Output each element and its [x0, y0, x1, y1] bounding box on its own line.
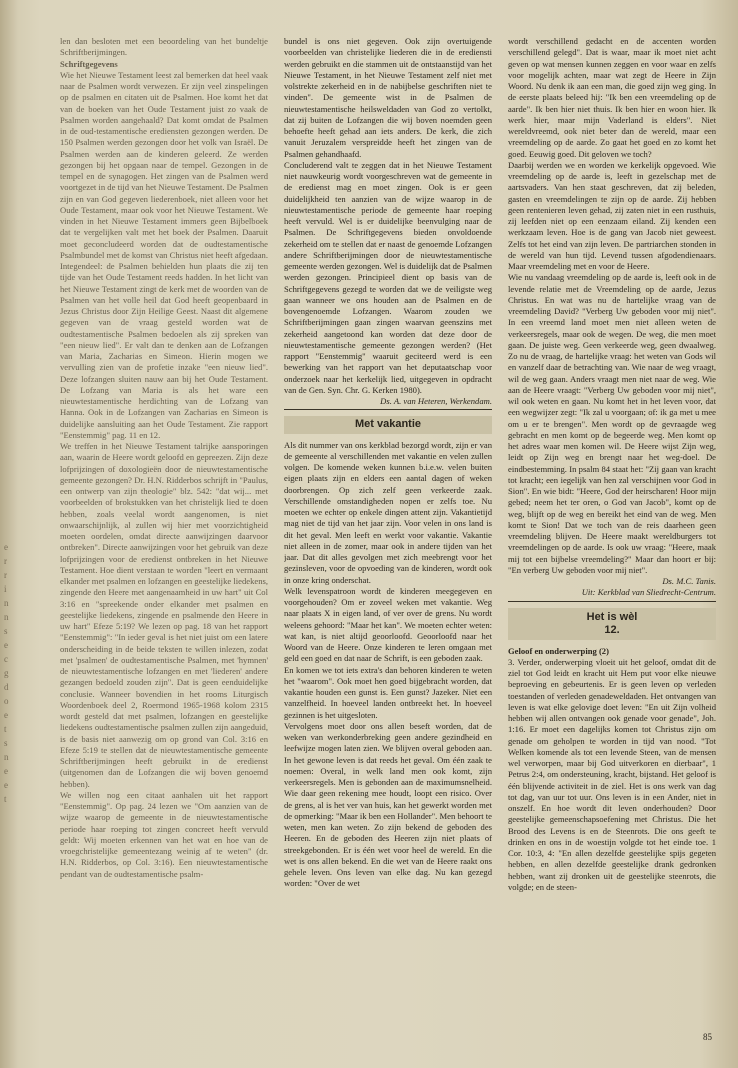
margin-letters [4, 540, 14, 806]
article-heading-title: Het is wèl [586, 610, 638, 623]
section-heading: Geloof en onderwerping (2) [508, 645, 609, 656]
margin-letter: g [4, 668, 9, 678]
paragraph: Wie het Nieuwe Testament leest zal bemerken dat heel vaak naar de Psalmen wordt verwezen. Er zijn veel zinspelingen op de psalmen en citaten uit de Psalmen. Hoe komt het dat van de boeken van het Oude Testament juist zo vaak de Psalmen worden aangehaald? Dat komt omdat de Psalmen in de oud-testamentische erediensten gezongen werden. De 150 Psalmen werden gezongen door het volk van Israël. De Psalmen werden aan de kinderen geleerd. Ze werden gezongen bij het opgaan naar de tempel. Gezongen in de tempel en de synagogen. Het zingen van de Psalmen werd voortgezet in de tijd van het Nieuwe Testament. De Psalmen zijn en van God gegeven liederenboek, niet alleen voor het Oude Testament, maar ook voor het Nieuwe Testament. We vinden in het Nieuwe Testament immers geen Bijbelboek dat te vergelijken valt met het boek der Psalmen. Daaruit moet geconcludeerd worden dat de oudtestamentische Psalmbundel met de komst van Christus niet heeft afgedaan. Integendeel: de Psalmen behielden hun plaats die zij ten tijde van het Oude Testament reeds hadden. In het licht van het Nieuwe Testament zingt de kerk met de woorden van de Psalmen van het volle heil dat God heeft geopenbaard in Jezus Christus door Zijn Heilige Geest. Naast dit algemene gegeven van de vraag gesteld worden wat de oudtestamentische Psalmen bedoelen als zij spreken van "een nieuw lied". Er valt dan te denken aan de Lofzangen van Maria, Zacharias en Simeon. Hierin mogen we vervulling zien van de profetie inzake "een nieuw lied". Deze lofzangen sluiten nauw aan bij het Oude Testament. De Lofzang van Maria is als het ware een nieuwtestamentische herdichting van de Lofzang van Hanna. Ook in de Lofzangen van Zacharias en Simeon is duidelijke aansluiting aan het Oude Testament. Zie rapport "Eenstemmig" pag. 11 en 12. [60, 69, 268, 440]
paragraph: bundel is ons niet gegeven. Ook zijn overtuigende voorbeelden van christelijke liederen die in de erediensti werden gebruikt en die stammen uit de ontstaanstijd van het Nieuwe Testament, in het Nieuwe Testament zelf niet met volstrekte zekerheid en in de nabijbelse geschriften niet te vinden". De gemeente wist in de Psalmen de nieuwtestamentische heilsweldaden van God zo vertolkt, dat zij buiten de Lofzangen die wij boven noemden geen behoefte heeft gehad aan iets anders. De kerk, die zich vanuit Jeruzalem verspreidde heeft het zingen van de Psalmen gehandhaafd. [284, 36, 492, 159]
author-signature: Ds. A. van Heteren, Werkendam. [380, 396, 492, 406]
margin-letter: n [4, 598, 9, 608]
margin-letter: d [4, 682, 9, 692]
margin-letter: s [4, 626, 8, 636]
margin-letter: e [4, 542, 8, 552]
paragraph: We treffen in het Nieuwe Testament talrijke aansporingen aan, waarin de Heere wordt geloofd en gepreezen. Zijn deze lofprijzingen of doxologieën door de nieuwtestamentische gemeente gezongen? Dr. H.N. Ridderbos schrijft in "Paulus, een ontwerp van zijn theologie" blz. 542: "dat wij... met voorbeelden of brokstukken van het christelijk lied te doen hebben, zoals veelal wordt aangenomen, is niet onwaarschijnlijk, al zullen wij hier met voorzichtigheid moeten oordelen, omdat directe aanwijzingen daarvoor ontbreken". Directe aanwijzingen voor het gebruik van deze lofprijzingen voor de eredienst ontbreken in het Nieuwe Testament. Hoe dient verstaan te worden "leert en vermaant elkander met psalmen en lofzangen en geestelijke liedekens, zingende den Heere met aangenaamheid in uw hart" uit Col 3:16 en "spreekende onder elkander met psalmen en geestelijke liedekens, zingende en psalmende den Heere in uw hart" Efeze 5:19? We lezen op pag. 18 van het rapport "Eenstemmig": "In ieder geval is het niet juist om een latere onderscheiding in de beide teksten te willen inlezen, zodat met 'psalmen' de oudtestamentische Psalmen, met 'hymnen' de nieuwtestamentische lofzangen en met 'liederen' andere gezangen bedoeld zouden zijn". Dat is geen eenduidelijke conclusie. Wanneer bovendien in het rooms Liturgisch Woordenboek deel 2, Roermond 1965-1968 kolom 2315 wordt gesteld dat met psalmen, lofzangen en geestelijke liedekens oudtestamentische psalmen zullen zijn aangeduid, is de basis niet aanwezig om op grond van Col. 3:16 en Efeze 5:19 te stellen dat de nieuwtestamentische gemeente Schriftberijmingen heeft gebruikt in de eredienst (uitgenomen dan de Lofzangen die wij boven genoemd hebben). [60, 441, 268, 789]
margin-letter: e [4, 710, 8, 720]
source-signature: Uit: Kerkblad van Sliedrecht-Centrum. [581, 587, 716, 598]
margin-letter: r [4, 556, 7, 566]
article-heading: Met vakantie [284, 416, 492, 433]
margin-letter: e [4, 780, 8, 790]
paragraph: 3. Verder, onderwerping vloeit uit het geloof, omdat dit de ziel tot God leidt en kracht uit Hem put voor elke nieuwe beproeving en gebeurtenis. Er is geen leven op verleden toestanden of verleden genadeweldaden. Het ontvangen van leven is wat elke gelovige doet leven: "En uit Zijn volheid hebben wij allen ontvangen ook genade voor genade", Joh. 1:16. Er moet een dagelijks komen tot Christus zijn om genade om geholpen te worden in tijd van nood. "Tot Welken komende als tot een levende Steen, van de mensen wel verworpen, maar bij God uitverkoren en dierbaar", 1 Petrus 2:4, om ondersteuning, kracht, bijstand. Het geloof is één blijvende activiteit in de ziel. Het is ons werk van dag tot dag, van uur tot uur. Ons leven is in een Ander, niet in onszelf. En hoe wordt dit leven onderhouden? Door geestelijke gemeenschapsoefening met Christus. Die het Brood des Levens is en de Steenrots. Die ons geeft te drinken en ons in de woestijn volgde tot het einde toe. 1 Cor. 10:3, 4: "En allen dezelfde geestelijke spijs gegeten hebben, en allen dezelfde geestelijke drank gedronken hebben, want zij dronken uit de geestelijke steenrots, die volgde; en de steen- [508, 656, 716, 892]
paragraph: We willen nog een citaat aanhalen uit het rapport "Eenstemmig". Op pag. 24 lezen we "Om aanzien van de wijze waarop de gemeente in de nieuwtestamentische periode haar roeping tot zingen concreet heeft vervuld geldt: Wij moeten erkennen van het wat en hoe van de vroegchristelijke gemeentezang weinig af te weten" (dr. H.N. Ridderbos, op Col. 3:16). Een nieuwtestamentische pendant van de oudtestamentische psalm- [60, 789, 268, 879]
margin-letter: e [4, 766, 8, 776]
margin-letter: t [4, 724, 7, 734]
margin-letter: n [4, 752, 9, 762]
paragraph: Wie nu vandaag vreemdeling op de aarde is, leeft ook in de levende relatie met de Vreemdeling op de aarde, Jezus Christus. En wat was nu de hartelijke vraag van de vreemdeling David? "Verberg Uw geboden voor mij niet". In een vreemd land moet men niet alleen weten de verkeersregels, maar ook de wegen. De weg, die men moet gaan. De juiste weg. Geen verkeerde weg, geen dwaalweg. Zo nu de vraag, de hartelijke vraag: het weten van Gods wil en vanzelf daar de betrachting van. Wie naar de weg vraagt, wil de weg gaan. Anders vraagt men niet naar de weg. Wie aan de Heere vraagt: "Verberg Uw geboden voor mij niet", wil ook weten en gaan. Nu komt het in het leven voor, dat een wegwijzer zegt: "Ik zal u voorgaan; of: ik ga met u mee om u er te brengen". Men wordt op de gevraagde weg gebracht en men komt op de begeerde weg. Men komt op het adres waar men komen wil. De Heere wijst Zijn weg, leidt op Zijn weg en brengt naar het weg-doel. De eindbestemming. In psalm 84 staat het: "Zij gaan van kracht tot kracht; een iegelijk van hen zal verschijnen voor God in Sion". En wie bidt: "Heere, God der heirscharen! Hoor mijn gebed; neem het ter oren, o God van Jacob", komt op de weg, blijft op de weg en bereikt het eind van de weg. Men komt te Sion! Dat we toch van de reis daarheen geen vreemdeling blijven. De Heere maakt wereldburgers tot vreemdelingen op de aarde. Is ook uw vraag: "Heere, maak mij tot een bijbelse vreemdeling?" Maar dan hoort er bij: "En verberg Uw geboden voor mij niet". [508, 272, 716, 575]
column-middle [284, 36, 492, 1038]
paragraph: Daarbij werden we en worden we kerkelijk opgevoed. Wie vreemdeling op de aarde is, leeft in gezelschap met de aartsvaders. Van hen staat geschreven, dat zij beleden, gasten en vreemdelingen te zijn op de aarde. Zij hebben geen rentenieren leven gehad, zij zaten niet in een rusthuis, zij leefden niet op een eenzaam eiland. Zij kenden een werkzaam leven. Hoe is de gang van Jacob niet geweest. Zelfs tot het eind van zijn leven. De partriarchen stonden in de wereld van hun tijd. Levend tussen afgodendienaars. Maar vreemdeling met en voor de Heere. [508, 159, 716, 271]
author-signature: Ds. M.C. Tanis. [662, 576, 716, 586]
margin-letter: s [4, 738, 8, 748]
margin-letter: n [4, 612, 9, 622]
paragraph: Als dit nummer van ons kerkblad bezorgd wordt, zijn er van de gemeente al verschillenden met vakantie en velen zullen volgen. De komende weken kunnen b.i.e.w. velen buiten eigen plaats zijn en elders een aantal dagen of weken doorbrengen. Op zich zelf geen verkeerde zaak. Verschillende omstandigheden nopen er zelfs toe. Nu moeten we echter op enkele dingen attent zijn. Vakantietijd mag niet de tijd van het jaar zijn. Voor velen in ons land is dit het geval. Men leeft en werkt voor vakantie. Vakantie niet alleen in de zomer, maar ook in andere tijden van het jaar. Dat dit alles gevolgen met zich meebrengt voor het gezinsleven, voor de opvoeding van de kinderen, wordt ook in onze kring onderschat. [284, 439, 492, 585]
margin-letter: t [4, 794, 7, 804]
margin-letter: e [4, 640, 8, 650]
paragraph: Welk levenspatroon wordt de kinderen meegegeven en voorgehouden? Om er zoveel weken met vakantie. Weg naar plaats X in eigen land, of ver over de grens. Nu wordt weleens gehoord: "Maar het kan". We moeten echter weten: wat kan, is niet altijd geoorloofd. Geoorloofd naar het Woord van de Heere. Onze kinderen te leren omgaan met geld een goed en dat naar de Schrift, is een geboden zaak. [284, 585, 492, 664]
margin-letter: i [4, 584, 7, 594]
margin-letter: r [4, 570, 7, 580]
margin-letter: o [4, 696, 9, 706]
intro-text: len dan besloten met een beoordeling van het bundeltje Schriftberijmingen. [60, 36, 268, 58]
column-left [60, 36, 268, 1038]
divider [508, 601, 716, 602]
column-right [508, 36, 716, 1038]
article-heading [508, 608, 716, 640]
divider [284, 409, 492, 410]
paragraph: Vervolgens moet door ons allen beseft worden, dat de weken van werkonderbreking geen andere gezindheid en leefwijze mogen laten zien. We blijven overal geboden aan. In het gewone leven is dat reeds het geval. Om één zaak te noemen: Overal, in welk land men ook komt, zijn verkeersregels. Men is gebonden aan de maximumsnelheid. Wie daar geen rekening mee houdt, loopt een risico. Over de grens, al is het ver van huis, kan het gewerkt worden met de opmerking: "Maar ik ben een Hollander". Men behoort te weten, men kan weten. Zo zijn bekend de geboden des Heeren. En de geboden des Heeren zijn niet plaats of streekgebonden. Er is één wet voor heel de wereld. En die wet is ons allen bekend. En die wet van de Heere raakt ons gehele leven. Ons leven van elke dag. Nu kan gezegd worden: "Over de wet [284, 720, 492, 889]
article-heading-number: 12. [604, 623, 620, 636]
paragraph: Concluderend valt te zeggen dat in het Nieuwe Testament niet nauwkeurig wordt voorgeschreven wat de gemeente in de eredienst mag en moet zingen. Ook is er geen duidelijkheid ten aanzien van de wijze waarop in de nieuwtestamentische periode de gemeente haar roeping heeft vervuld. Wel is er duidelijke beenvulging naar de Psalmen. De Schriftgegevens bieden onvoldoende zekerheid om te stellen dat er naast de genoemde Lofzangen andere Schriftberijmingen door de nieuwtestamentische gemeente werden gezongen. Wel is duidelijk dat de Psalmen werden gezongen. Principieel dient op basis van de Schriftgegevens gezegd te worden dat we de veiligste weg gaan wanneer we ons houden aan de Psalmen en de bovengenoemde Lofzangen. Waarom zouden we Schriftberijmingen gaan zingen waarvan geenszins met zekerheid aangetoond kan worden dat deze door de nieuwtestamentische gemeente gezongen werden? (Het rapport "Eenstemmig" waaruit geciteerd werd is een bewerking van het rapport van het deputaatschap voor onderzoek naar het kerkelijk lied, uitgegeven in opdracht van de Gen. Syn. Chr. G. Kerken 1980). [284, 159, 492, 395]
page-number: 85 [703, 1032, 712, 1042]
paragraph: En komen we tot iets extra's dan behoren kinderen te weten het "waarom". Ook moet hen goed bijgebracht worden, dat vakantie houden een gunst is. Een gunst? Jazeker. Niet een vanzelfheid. In hoeveel landen ontbreekt het. In hoeveel gezinnen is het uitgesloten. [284, 664, 492, 720]
section-heading: Schriftgegevens [60, 58, 118, 69]
margin-letter: c [4, 654, 8, 664]
paragraph: wordt verschillend gedacht en de accenten worden verschillend gelegd". Dat is waar, maar ik moet niet acht geven op wat mensen kunnen zeggen en voor waar en zelfs voor mogelijk achten, maar wat zegt de Heere in Zijn Woord. Nu denk ik aan een man, die goed zijn weg ging. In de eerste plaats beleed hij: "Ik ben een vreemdeling op de aarde". Ik ben hier niet thuis. Ik ben hier en woon hier. Ik werk hier, maar mijn Vaderland is elders". Niet wereldvreemd, ook niet beter dan de wereld, maar een vreemdeling op de aarde. Zo gaat het goed en zo komt het goed. Eeuwig goed. Dit geloven we toch? [508, 36, 716, 159]
